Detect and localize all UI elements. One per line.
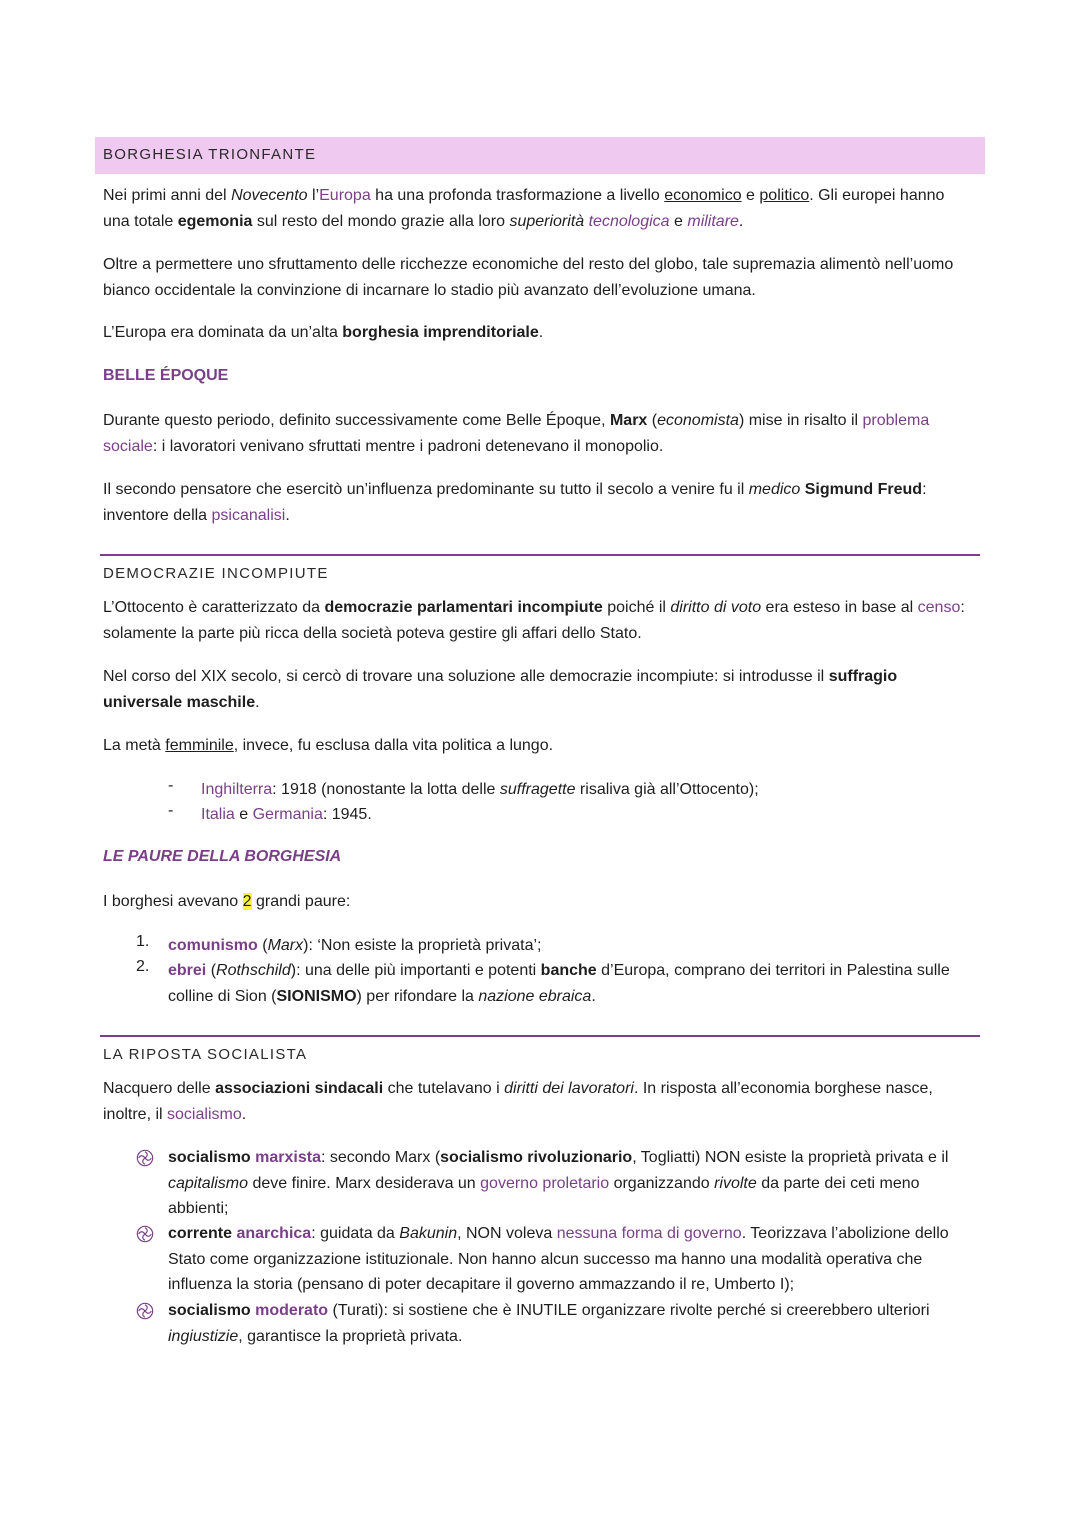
text: economista [657, 412, 739, 429]
text: superiorità [509, 212, 585, 230]
text: Inghilterra [201, 781, 273, 798]
text: : guidata da [311, 1225, 400, 1242]
text: SIONISMO [276, 987, 357, 1005]
text: . [738, 212, 744, 230]
text: l’ [307, 187, 320, 204]
text: ( [257, 937, 268, 954]
paragraph [103, 664, 973, 715]
section-divider [100, 554, 980, 556]
text: moderato [255, 1302, 329, 1319]
text: borghesia imprenditoriale [342, 324, 539, 341]
text: grandi paure: [251, 893, 351, 910]
text: economico [664, 187, 742, 204]
text: psicanalisi [211, 506, 286, 524]
list-item [201, 777, 971, 803]
text: : secondo Marx ( [320, 1149, 441, 1166]
text: e [741, 187, 760, 204]
text: Nei primi anni del [103, 187, 232, 204]
text: banche [540, 962, 597, 979]
text: ( [647, 412, 658, 429]
highlighted-number: 2 [242, 893, 252, 910]
text: ) mise in risalto il [738, 412, 863, 429]
text: , invece, fu esclusa dalla vita politica a lungo. [233, 737, 554, 754]
paragraph [103, 183, 973, 234]
paragraph [103, 320, 973, 346]
text: rivolte [714, 1174, 757, 1192]
text: femminile [165, 737, 234, 754]
swirl-bullet-icon [136, 1225, 154, 1243]
list-number: 1. [136, 933, 150, 950]
paragraph [103, 1076, 973, 1127]
text: medico [748, 481, 801, 498]
text: egemonia [177, 212, 253, 230]
swirl-bullet-icon [136, 1149, 154, 1167]
text: governo proletario [480, 1174, 610, 1192]
text: democrazie parlamentari incompiute [324, 599, 603, 616]
text: Europa [319, 187, 371, 204]
text: poiché il [602, 599, 671, 616]
swirl-bullet-icon [136, 1302, 154, 1320]
text: . In risposta all’economia borghese nasce, inoltre, il [103, 1080, 933, 1123]
text: Rothschild [216, 962, 291, 979]
text: . [241, 1105, 247, 1123]
text: Bakunin [399, 1225, 458, 1242]
text: ): ‘Non esiste la proprietà privata’; [303, 937, 542, 954]
text: : 1945. [322, 806, 372, 823]
paragraph [103, 889, 973, 915]
text: , Togliatti) NON esiste la proprietà privata e il [632, 1149, 949, 1166]
text: ebrei [168, 962, 207, 979]
text: Germania [252, 806, 323, 823]
text: anarchica [236, 1225, 312, 1242]
text: suffragette [499, 781, 576, 798]
text: e [234, 806, 253, 823]
list-item [168, 958, 973, 1009]
text: socialismo rivoluzionario [440, 1149, 633, 1166]
text: (Turati): si sostiene che è INUTILE organizzare rivolte perché si creerebbero ulteriori [328, 1302, 930, 1319]
text: ) per rifondare la [356, 987, 479, 1005]
text: Marx [609, 412, 648, 429]
text: deve finire. Marx desiderava un [248, 1174, 481, 1192]
text: da parte dei ceti meno abbienti; [168, 1174, 920, 1217]
text: d’Europa, comprano dei territori in Palestina sulle colline di Sion ( [168, 962, 950, 1005]
dash-bullet: - [168, 802, 174, 819]
text: militare [687, 212, 739, 230]
text: socialismo [167, 1105, 242, 1123]
text: L’Europa era dominata da un’alta [103, 324, 343, 341]
section-title: LA RIPOSTA SOCIALISTA [103, 1046, 308, 1063]
text: che tutelavano i [383, 1080, 505, 1097]
list-item [168, 933, 973, 959]
text: Novecento [231, 187, 308, 204]
text: problema sociale [103, 412, 930, 455]
list-item [168, 1145, 973, 1222]
text: Nacquero delle [103, 1080, 216, 1097]
text: Durante questo periodo, definito successivamente come Belle Époque, [103, 412, 610, 429]
text: ha una profonda trasformazione a livello [370, 187, 665, 204]
text: capitalismo [168, 1174, 249, 1192]
dash-bullet: - [168, 777, 174, 794]
list-item [168, 1221, 973, 1298]
text: censo [917, 599, 961, 616]
text: suffragio universale maschile [103, 668, 898, 711]
paragraph [103, 595, 973, 646]
text: . Gli europei hanno una totale [103, 187, 945, 230]
text: nazione ebraica [478, 987, 592, 1005]
text: corrente [168, 1225, 233, 1242]
text: nessuna forma di governo [556, 1225, 742, 1242]
subheading: BELLE ÉPOQUE [103, 367, 229, 384]
list-number: 2. [136, 958, 150, 975]
text: . [255, 693, 260, 711]
paragraph: Oltre a permettere uno sfruttamento delle ricchezze economiche del resto del globo, tale supremazia alimentò nell’uomo bianco occidentale la convinzione di incarnare lo stadio più avanzato dell’evoluzione umana. [103, 256, 954, 299]
text: Marx [267, 937, 304, 954]
text: organizzando [609, 1174, 715, 1192]
paragraph [103, 477, 973, 528]
text: politico [759, 187, 810, 204]
section-title: BORGHESIA TRIONFANTE [103, 146, 317, 163]
section-title: DEMOCRAZIE INCOMPIUTE [103, 565, 329, 582]
text: comunismo [168, 937, 258, 954]
list-item [201, 802, 971, 828]
text: : i lavoratori venivano sfruttati mentre i padroni detenevano il monopolio. [152, 437, 664, 455]
text: socialismo [168, 1149, 251, 1166]
text: I borghesi avevano [103, 893, 243, 910]
section-divider [100, 1035, 980, 1037]
text: : inventore della [103, 481, 927, 524]
text: La metà [103, 737, 166, 754]
text: e [669, 212, 688, 230]
text: era esteso in base al [761, 599, 918, 616]
list-item [168, 1298, 973, 1349]
text: risaliva già all’Ottocento); [575, 781, 759, 798]
text: tecnologica [588, 212, 670, 230]
text: , NON voleva [457, 1225, 557, 1242]
text: Italia [201, 806, 235, 823]
text: . Teorizzava l’abolizione dello Stato come organizzazione istituzionale. Non hanno alcun successo ma hanno una modalità operativa che influenza la storia (pensano di poter decapitare il governo ammazzando il re, Umberto I); [168, 1225, 949, 1293]
text: . [538, 324, 544, 341]
text: Nel corso del XIX secolo, si cercò di trovare una soluzione alle democrazie incompiute: si introdusse il [103, 668, 829, 685]
subheading: LE PAURE DELLA BORGHESIA [103, 848, 342, 865]
paragraph [103, 408, 973, 459]
text: socialismo [168, 1302, 251, 1319]
text: sul resto del mondo grazie alla loro [252, 212, 510, 230]
text: ): una delle più importanti e potenti [290, 962, 541, 979]
text: : solamente la parte più ricca della società poteva gestire gli affari dello Stato. [103, 599, 965, 642]
text: ( [206, 962, 217, 979]
text: ingiustizie [168, 1327, 239, 1345]
text: diritti dei lavoratori [504, 1080, 634, 1097]
text: diritto di voto [670, 599, 762, 616]
text: . [285, 506, 290, 524]
text: Il secondo pensatore che esercitò un’influenza predominante su tutto il secolo a venire fu il [103, 481, 749, 498]
text: Sigmund Freud [804, 481, 923, 498]
text: associazioni sindacali [215, 1080, 384, 1097]
paragraph [103, 733, 973, 759]
text: marxista [255, 1149, 321, 1166]
text: L’Ottocento è caratterizzato da [103, 599, 325, 616]
text: . [591, 987, 596, 1005]
text: , garantisce la proprietà privata. [238, 1327, 463, 1345]
text: : 1918 (nonostante la lotta delle [272, 781, 500, 798]
